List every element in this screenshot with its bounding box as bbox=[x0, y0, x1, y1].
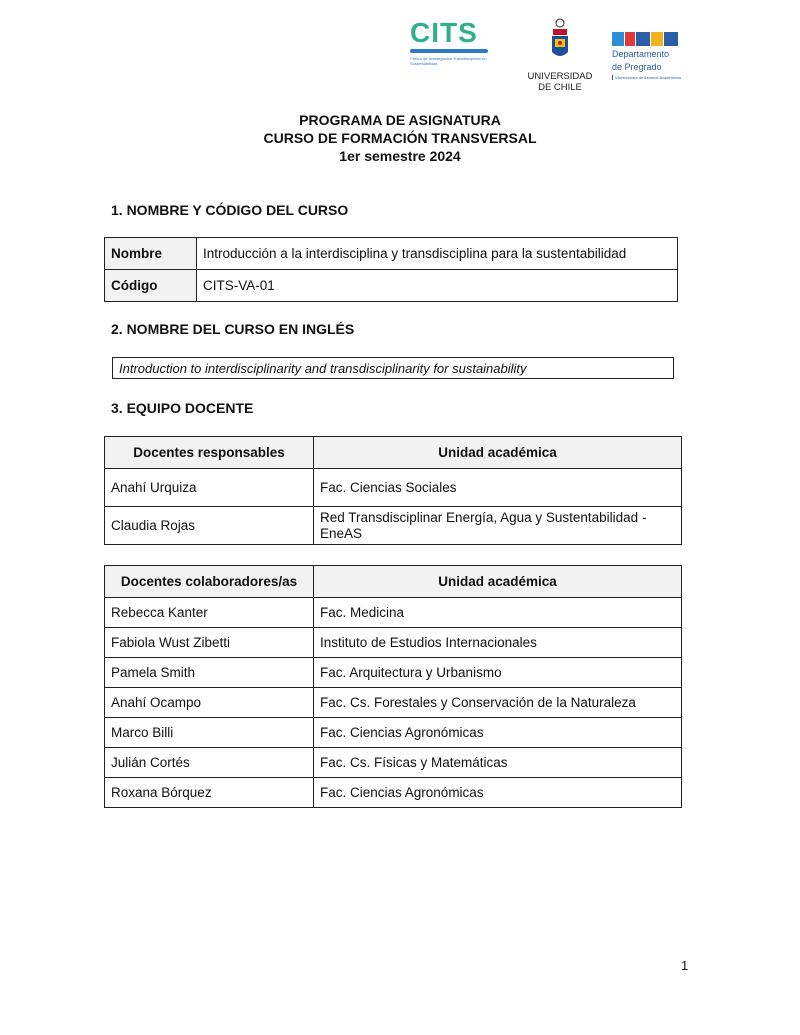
name-value: Introducción a la interdisciplina y transdisciplina para la sustentabilidad bbox=[197, 238, 678, 270]
table-row bbox=[105, 718, 682, 748]
code-value: CITS-VA-01 bbox=[197, 270, 678, 302]
table-row bbox=[105, 688, 682, 718]
cits-logo-wave bbox=[410, 49, 488, 53]
english-name-value: Introduction to interdisciplinarity and transdisciplinarity for sustainability bbox=[112, 357, 674, 379]
docente-name: Rebecca Kanter bbox=[105, 598, 314, 628]
docente-name: Roxana Bórquez bbox=[105, 778, 314, 808]
uchile-logo-line1: UNIVERSIDAD bbox=[527, 71, 593, 82]
docente-unit: Red Transdisciplinar Energía, Agua y Sustentabilidad - EneAS bbox=[314, 507, 682, 545]
docente-name: Claudia Rojas bbox=[105, 507, 314, 545]
dept-logo-line2: de Pregrado bbox=[612, 62, 662, 72]
section-1-heading: 1. NOMBRE Y CÓDIGO DEL CURSO bbox=[111, 202, 349, 218]
table-row bbox=[105, 748, 682, 778]
column-header: Unidad académica bbox=[314, 566, 682, 598]
responsables-table bbox=[104, 436, 682, 545]
cits-logo-subtitle: Centro de Investigación Transdisciplinar en Sustentabilidad bbox=[410, 56, 487, 66]
table-row bbox=[105, 469, 682, 507]
docente-unit: Fac. Cs. Físicas y Matemáticas bbox=[314, 748, 682, 778]
course-info-table bbox=[104, 237, 678, 302]
table-row bbox=[105, 270, 678, 302]
column-header: Docentes colaboradores/as bbox=[105, 566, 314, 598]
dept-logo-subtitle: Vicerrectoría de Asuntos Académicos bbox=[612, 75, 682, 80]
name-label: Nombre bbox=[105, 238, 197, 270]
docente-name: Anahí Urquiza bbox=[105, 469, 314, 507]
section-3-heading: 3. EQUIPO DOCENTE bbox=[111, 400, 254, 416]
docente-name: Julián Cortés bbox=[105, 748, 314, 778]
table-row bbox=[105, 507, 682, 545]
docente-name: Pamela Smith bbox=[105, 658, 314, 688]
section-2-heading: 2. NOMBRE DEL CURSO EN INGLÉS bbox=[111, 321, 355, 337]
cits-logo-word: CITS bbox=[410, 17, 478, 48]
column-header: Unidad académica bbox=[314, 437, 682, 469]
dept-logo-line1: Departamento bbox=[612, 49, 670, 59]
table-row bbox=[105, 628, 682, 658]
column-header: Docentes responsables bbox=[105, 437, 314, 469]
uchile-logo-line2: DE CHILE bbox=[538, 82, 582, 93]
title-line-1: PROGRAMA DE ASIGNATURA bbox=[299, 112, 501, 128]
docente-name: Fabiola Wust Zibetti bbox=[105, 628, 314, 658]
docente-unit: Fac. Ciencias Agronómicas bbox=[314, 718, 682, 748]
colaboradores-table bbox=[104, 565, 682, 808]
logo-bar bbox=[0, 18, 800, 93]
table-header-row bbox=[105, 437, 682, 469]
table-row bbox=[105, 598, 682, 628]
document-title bbox=[0, 111, 800, 165]
uchile-logo bbox=[520, 18, 600, 94]
uchile-shield-icon bbox=[548, 18, 572, 66]
docente-name: Anahí Ocampo bbox=[105, 688, 314, 718]
dept-logo-blocks bbox=[612, 32, 682, 46]
docente-unit: Fac. Cs. Forestales y Conservación de la Naturaleza bbox=[314, 688, 682, 718]
code-label: Código bbox=[105, 270, 197, 302]
docente-unit: Fac. Medicina bbox=[314, 598, 682, 628]
dept-logo bbox=[612, 32, 682, 92]
docente-unit: Fac. Arquitectura y Urbanismo bbox=[314, 658, 682, 688]
docente-unit: Fac. Ciencias Agronómicas bbox=[314, 778, 682, 808]
title-line-3: 1er semestre 2024 bbox=[339, 148, 461, 164]
docente-unit: Instituto de Estudios Internacionales bbox=[314, 628, 682, 658]
docente-unit: Fac. Ciencias Sociales bbox=[314, 469, 682, 507]
table-row bbox=[105, 238, 678, 270]
page-number: 1 bbox=[681, 958, 689, 973]
table-row bbox=[105, 658, 682, 688]
table-row bbox=[105, 778, 682, 808]
table-header-row bbox=[105, 566, 682, 598]
docente-name: Marco Billi bbox=[105, 718, 314, 748]
cits-logo bbox=[410, 18, 492, 88]
title-line-2: CURSO DE FORMACIÓN TRANSVERSAL bbox=[263, 130, 537, 146]
